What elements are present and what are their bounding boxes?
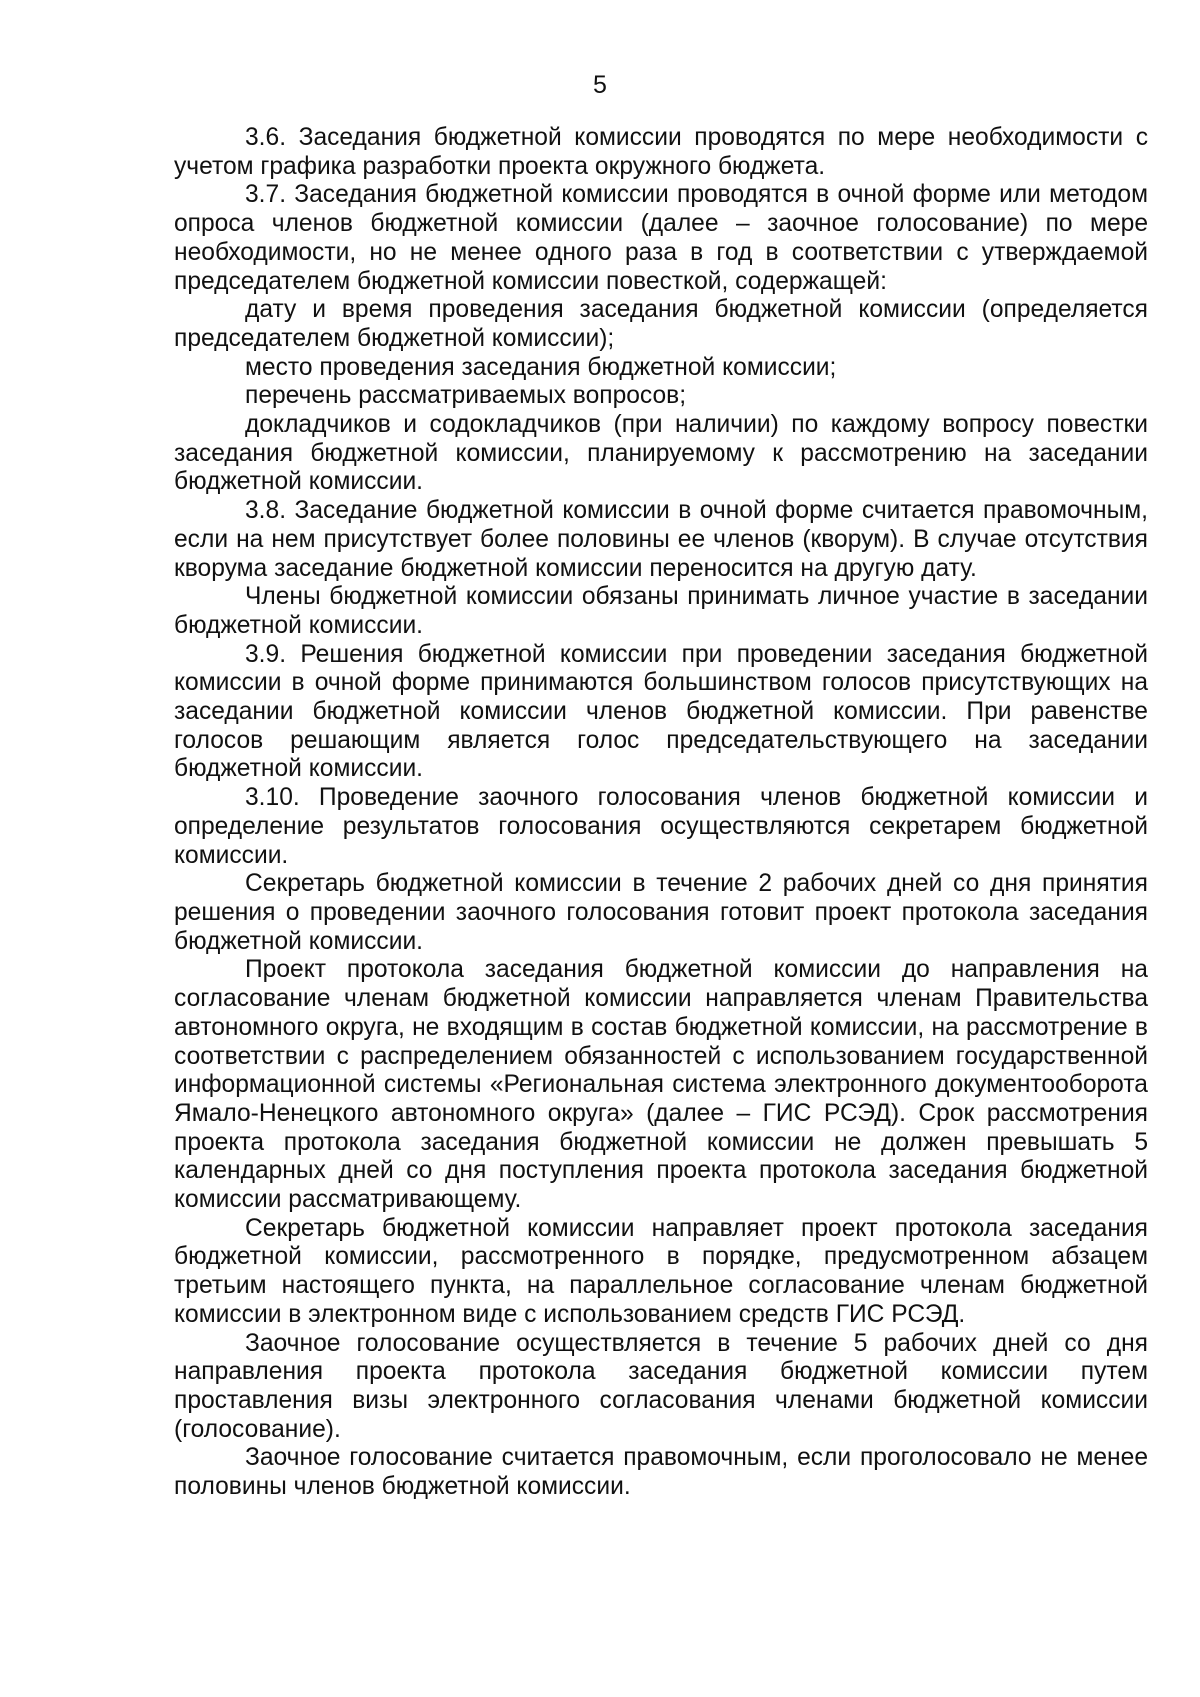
paragraph-3-9: 3.9. Решения бюджетной комиссии при проведении заседания бюджетной комиссии в очной форме принимаются большинством голосов присутствующих на заседании бюджетной комиссии членов бюджетной комиссии. При равенстве голосов решающим является голос председательствующего на заседании бюджетной комиссии.	[174, 640, 1148, 783]
paragraph-secretary-draft: Секретарь бюджетной комиссии в течение 2 рабочих дней со дня принятия решения о проведении заочного голосования готовит проект протокола заседания бюджетной комиссии.	[174, 870, 1148, 955]
agenda-item-questions: перечень рассматриваемых вопросов;	[245, 382, 687, 410]
paragraph-absentee-voting-quorum: Заочное голосование считается правомочным, если проголосовало не менее половины членов бюджетной комиссии.	[174, 1444, 1148, 1501]
paragraph-parallel-approval: Секретарь бюджетной комиссии направляет проект протокола заседания бюджетной комиссии, рассмотренного в порядке, предусмотренном абзацем третьим настоящего пункта, на параллельное согласование членам бюджетной комиссии в электронном виде с использованием средств ГИС РСЭД.	[174, 1214, 1148, 1328]
paragraph-draft-review: Проект протокола заседания бюджетной комиссии до направления на согласование членам бюджетной комиссии направляется членам Правительства автономного округа, не входящим в состав бюджетной комиссии, на рассмотрение в соответствии с распределением обязанностей с использованием государственной информационной системы «Региональная система электронного документооборота Ямало-Ненецкого автономного округа» (далее – ГИС РСЭД). Срок рассмотрения проекта протокола заседания бюджетной комиссии не должен превышать 5 календарных дней со дня поступления проекта протокола заседания бюджетной комиссии рассматривающему.	[174, 956, 1148, 1214]
paragraph-3-8: 3.8. Заседание бюджетной комиссии в очной форме считается правомочным, если на нем присутствует более половины ее членов (кворум). В случае отсутствия кворума заседание бюджетной комиссии переносится на другую дату.	[174, 497, 1148, 582]
agenda-item-place: место проведения заседания бюджетной комиссии;	[245, 353, 837, 381]
paragraph-absentee-voting-period: Заочное голосование осуществляется в течение 5 рабочих дней со дня направления проекта протокола заседания бюджетной комиссии путем проставления визы электронного согласования членами бюджетной комиссии (голосование).	[174, 1329, 1148, 1443]
document-body	[174, 124, 1148, 1502]
paragraph-3-7: 3.7. Заседания бюджетной комиссии проводятся в очной форме или методом опроса членов бюджетной комиссии (далее – заочное голосование) по мере необходимости, но не менее одного раза в год в соответствии с утверждаемой председателем бюджетной комиссии повесткой, содержащей:	[174, 181, 1148, 295]
agenda-item-date-time: дату и время проведения заседания бюджетной комиссии (определяется председателем бюджетной комиссии);	[174, 296, 1148, 352]
page-number: 5	[593, 71, 607, 99]
agenda-item-speakers: докладчиков и содокладчиков (при наличии) по каждому вопросу повестки заседания бюджетной комиссии, планируемому к рассмотрению на заседании бюджетной комиссии.	[174, 411, 1148, 496]
paragraph-3-6: 3.6. Заседания бюджетной комиссии проводятся по мере необходимости с учетом графика разработки проекта окружного бюджета.	[174, 124, 1148, 180]
paragraph-members-participation: Члены бюджетной комиссии обязаны принимать личное участие в заседании бюджетной комиссии.	[174, 583, 1148, 639]
paragraph-3-10: 3.10. Проведение заочного голосования членов бюджетной комиссии и определение результатов голосования осуществляются секретарем бюджетной комиссии.	[174, 784, 1148, 869]
